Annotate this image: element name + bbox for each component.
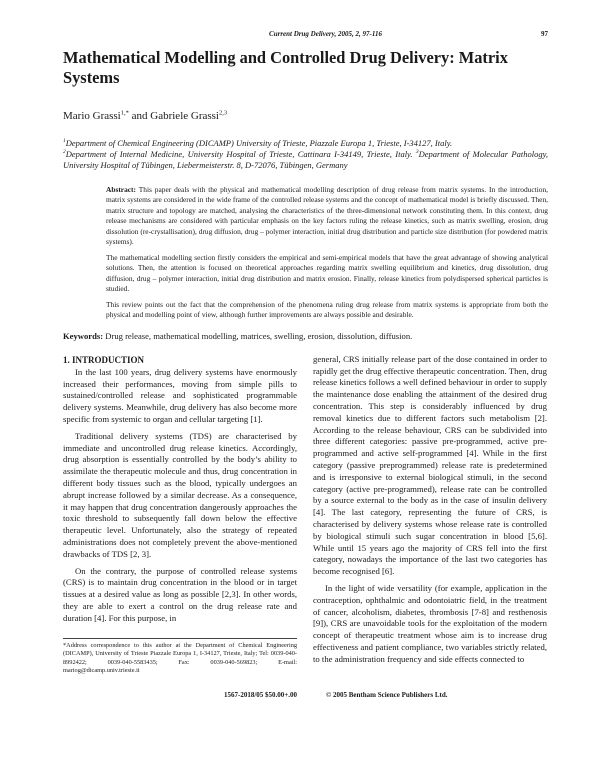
body-columns (63, 354, 548, 676)
affil-2-num: 2 (63, 149, 66, 156)
affiliations (63, 138, 548, 171)
paragraph: On the contrary, the purpose of controlled release systems (CRS) is to maintain drug concentration in the blood or in target tissues at a desired value as long as possible [2,3]. In other words, they are able to exert a control on the drug release rate and duration [4]. For this purpose, in (63, 565, 297, 623)
left-column (63, 354, 297, 676)
author-1-affil: 1,* (120, 109, 129, 117)
keywords (63, 331, 548, 342)
abstract-p1 (106, 185, 548, 247)
running-head: Current Drug Delivery, 2005, 2, 97-116 (269, 30, 382, 38)
affil-3-num: 3 (415, 149, 419, 156)
paragraph: Traditional delivery systems (TDS) are characterised by immediate and uncontrolled drug release kinetics. Accordingly, drug absorption is essentially controlled by the body’s ability to assimilate the therapeutic molecule and thus, drug concentration in different body tissues such as the blood, typically undergoes an abrupt increase followed by a similar decrease. As a consequence, it may happen that drug concentration dangerously approaches the toxic threshold to subsequently fall down below the effective therapeutic level. Unfortunately, also the strategy of repeated administrations does not completely prevent the above-mentioned drawbacks of TDS [2, 3]. (63, 430, 297, 559)
paragraph: In the last 100 years, drug delivery systems have enormously increased their performances, moving from simple pills to sustained/controlled release and sophisticated programmable delivery systems. Meanwhile, drug delivery has also become more specific from systemic to organ and cellular targeting [1]. (63, 366, 297, 425)
author-2-affil: 2,3 (219, 109, 228, 117)
abstract-p1-text: This paper deals with the physical and mathematical modelling description of drug release from matrix systems. In the introduction, matrix systems are considered in the wide frame of the controlled release systems and the concept of mathematical model is briefly discussed. Then, matrix structure and topology are matched, analysing the characteristics of the three-dimensional network constituting them. In this context, drug release mechanisms are considered with particular emphasis on the key factors ruling the release kinetics, such as matrix swelling, erosion, drug dissolution (re-crystallisation), drug diffusion, drug – polymer interaction, initial drug distribution and particle size distribution (for powdered matrix systems). (106, 185, 548, 247)
abstract-p3: This review points out the fact that the comprehension of the phenomena ruling drug release from matrix systems is appropriate from both the physical and modelling point of view, although further improvements are always possible and desirable. (106, 300, 548, 320)
page-footer (63, 690, 548, 700)
affil-1-num: 1 (63, 138, 66, 145)
copyright: © 2005 Bentham Science Publishers Ltd. (326, 690, 448, 699)
issn-price: 1567-2018/05 $50.00+.00 (223, 690, 297, 699)
page-header (63, 30, 548, 42)
affil-1: Department of Chemical Engineering (DICAMP) University of Trieste, Piazzale Europa 1, Trieste, I-34127, Italy. (65, 138, 453, 148)
abstract (106, 185, 548, 321)
right-column (313, 354, 547, 676)
affil-3: Department of Molecular Pathology, University Hospital of Tübingen, Liebermeisterstr. 8, D-72076, Tübingen, Germany (63, 149, 548, 170)
author-2: Gabriele Grassi (150, 110, 219, 122)
paper-title: Mathematical Modelling and Controlled Drug Delivery: Matrix Systems (63, 48, 508, 87)
author-and: and (128, 110, 151, 122)
footnote-divider (63, 638, 297, 639)
section-heading: 1. INTRODUCTION (63, 354, 145, 365)
authors (63, 109, 548, 123)
keywords-label: Keywords: (63, 330, 104, 341)
affil-2: Department of Internal Medicine, University Hospital of Trieste, Cattinara I-34149, Trieste, Italy. (65, 149, 416, 159)
paragraph: general, CRS initially release part of the dose contained in order to rapidly get the drug effective therapeutic concentration. Then, drug release kinetics follows a well defined behaviour in order to supply the maintenance dose enabling the attainment of the desired drug concentration. This step is considerably influenced by drug removal kinetics due to different factors such metabolism [2]. According to the release behaviour, CRS can be subdivided into three different categories: passive pre-programmed, active pre-programmed and active self-programmed [4]. While in the first category (passive preprogrammed) release rate is predetermined and is irresponsive to external biological stimuli, in the second category (active pre-programmed), release rate can be controlled by a source external to the body as in the case of insulin delivery [4]. The last category, representing the future of CRS, is characterised by delivery systems whose release rate is controlled by biological stimuli such sugar concentration in blood [5,6]. While until 15 years ago the majority of CRS fell into the first category, nowadays the importance of the last two categories has become recognised [6]. (313, 353, 547, 577)
paragraph: In the light of wide versatility (for example, application in the contraception, ophthalmic and odontoiatric field, in the treatment of cancer, alcoholism, diabetes, thrombosis [7-8] and resthenosis [9]), CRS are unavoidable tools for the exploitation of the modern concept of therapeutic treatment whose aim is to increase drug effectiveness and patient compliance, two variables strictly related, to the administration frequency and side effects connected to (313, 583, 547, 664)
keywords-text: Drug release, mathematical modelling, matrices, swelling, erosion, dissolution, diffusion. (103, 330, 413, 341)
author-1: Mario Grassi (63, 110, 121, 122)
correspondence-footnote: *Address correspondence to this author at the Department of Chemical Engineering (DICAMP), University of Trieste Piazzale Europa 1, I-34127, Trieste, Italy; Tel: 0039-040-8992422; 0039-040-5583435; Fax: 0039-040-569823; E-mail: mariog@dicamp.univ.trieste.it (63, 641, 297, 675)
abstract-p2: The mathematical modelling section firstly considers the empirical and semi-empirical models that have the great advantage of showing analytical solutions. Then, the attention is focused on theoretical approaches regarding matrix swelling equilibrium and kinetics, drug dissolution, drug diffusion, drug – polymer interaction, initial drug distribution and matrix erosion. Finally, release kinetics from polydispersed spherical particles is studied. (106, 252, 548, 294)
page-number: 97 (541, 30, 548, 38)
abstract-label: Abstract: (106, 185, 136, 194)
